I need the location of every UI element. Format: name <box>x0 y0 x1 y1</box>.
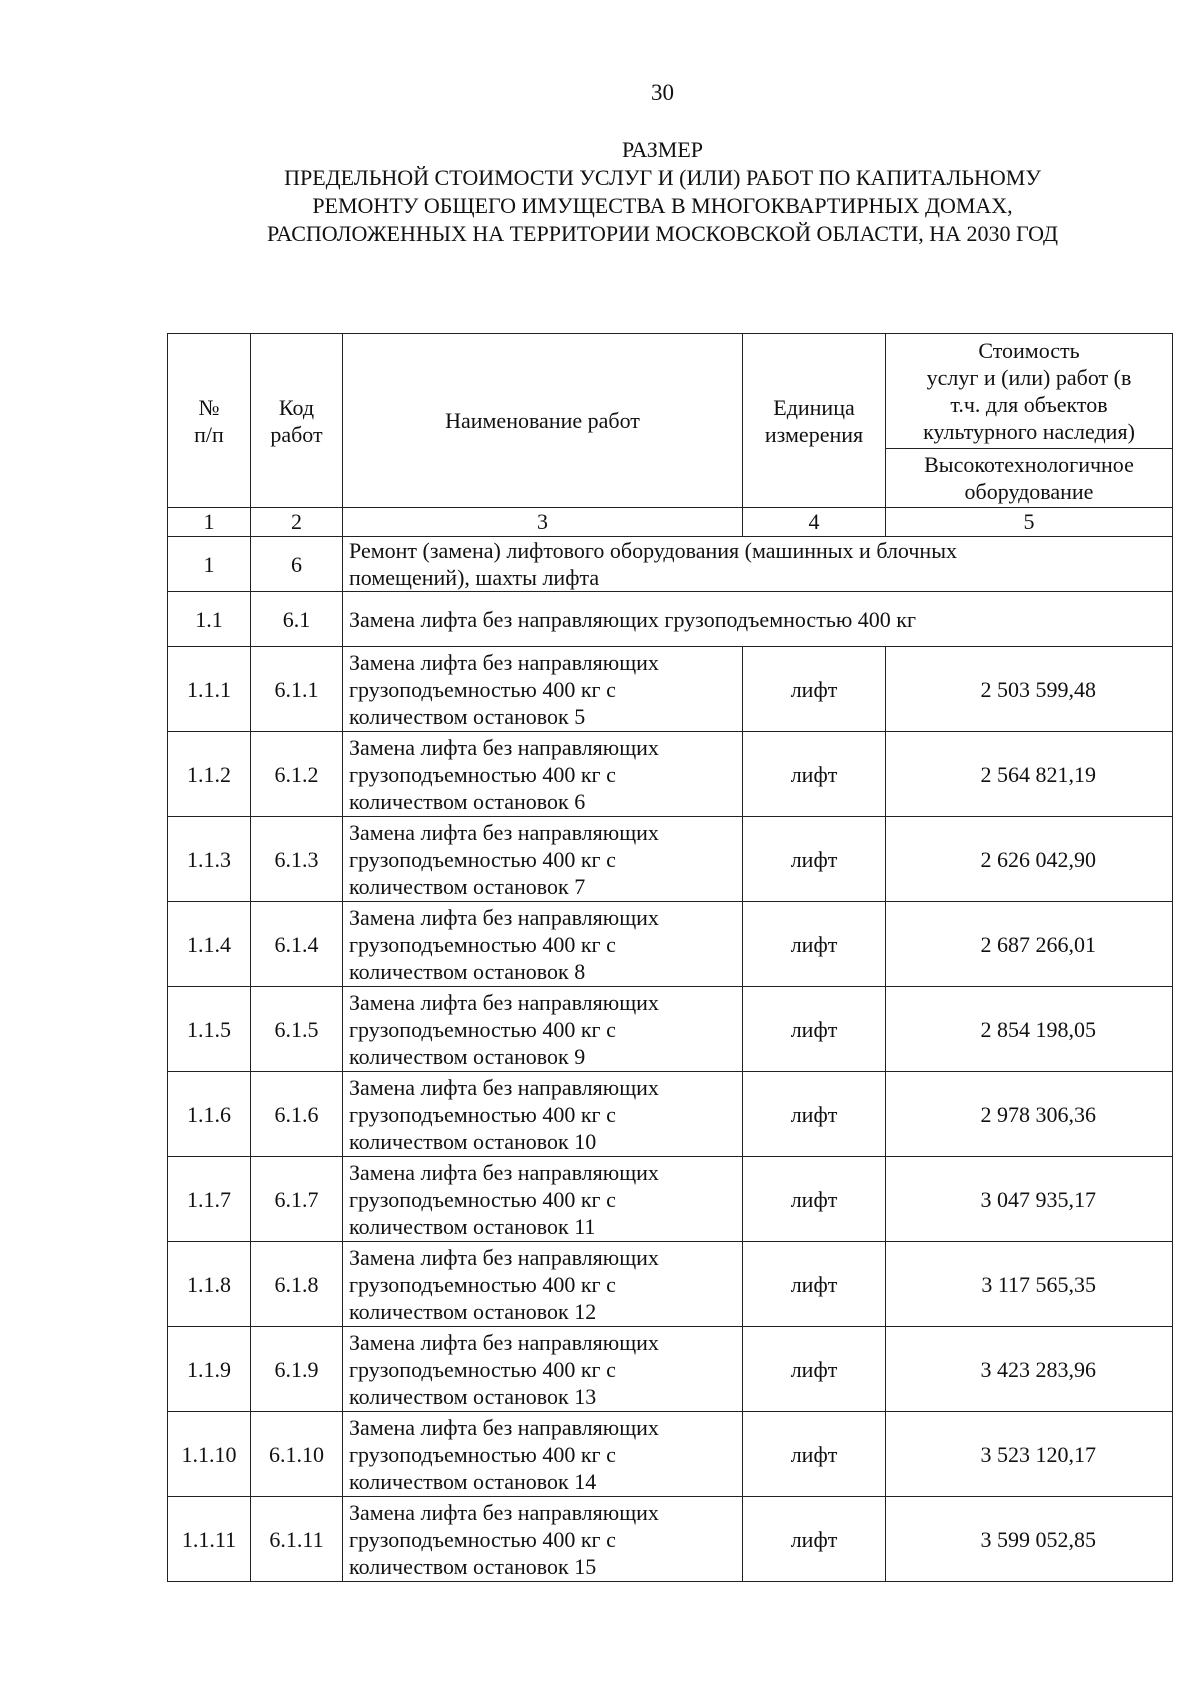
column-number: 3 <box>343 508 743 537</box>
column-number: 1 <box>168 508 251 537</box>
row-name-line: количеством остановок 9 <box>349 1043 586 1069</box>
row-code: 6.1.3 <box>251 817 343 902</box>
title-line: ПРЕДЕЛЬНОЙ СТОИМОСТИ УСЛУГ И (ИЛИ) РАБОТ ПО КАПИТАЛЬНОМУ <box>284 165 1041 190</box>
row-code: 6.1.5 <box>251 987 343 1072</box>
table-row <box>168 1412 1173 1497</box>
table-row <box>168 1327 1173 1412</box>
row-num: 1.1.8 <box>168 1242 251 1327</box>
header-num <box>168 334 251 508</box>
row-cost: 2 854 198,05 <box>886 987 1173 1072</box>
row-name-line: грузоподъемностью 400 кг с <box>349 1441 616 1467</box>
row-cost: 3 423 283,96 <box>886 1327 1173 1412</box>
header-cost-sub <box>886 449 1173 508</box>
table-header-row <box>168 334 1173 449</box>
row-cost: 2 626 042,90 <box>886 817 1173 902</box>
row-name <box>343 1327 743 1412</box>
row-name-line: грузоподъемностью 400 кг с <box>349 1271 616 1297</box>
row-name-line: Замена лифта без направляющих <box>349 904 659 930</box>
row-name-line: грузоподъемностью 400 кг с <box>349 1526 616 1552</box>
row-name-line: грузоподъемностью 400 кг с <box>349 761 616 787</box>
column-number: 2 <box>251 508 343 537</box>
row-name-line: количеством остановок 8 <box>349 958 586 984</box>
row-num: 1.1.3 <box>168 817 251 902</box>
row-name-line: Замена лифта без направляющих <box>349 1074 659 1100</box>
row-cost: 2 978 306,36 <box>886 1072 1173 1157</box>
row-unit: лифт <box>743 1242 886 1327</box>
row-unit: лифт <box>743 1412 886 1497</box>
title-line: РЕМОНТУ ОБЩЕГО ИМУЩЕСТВА В МНОГОКВАРТИРНЫХ ДОМАХ, <box>312 193 1013 218</box>
row-code: 6.1.2 <box>251 732 343 817</box>
header-text: культурного наследия) <box>923 419 1135 444</box>
row-code: 6.1.11 <box>251 1497 343 1582</box>
row-name-line: грузоподъемностью 400 кг с <box>349 1101 616 1127</box>
row-num: 1.1.7 <box>168 1157 251 1242</box>
row-code: 6.1.7 <box>251 1157 343 1242</box>
row-name-line: Замена лифта без направляющих <box>349 819 659 845</box>
row-unit: лифт <box>743 817 886 902</box>
row-code: 6.1.1 <box>251 647 343 732</box>
row-name <box>343 647 743 732</box>
row-name-line: Замена лифта без направляющих <box>349 1499 659 1525</box>
row-unit: лифт <box>743 1327 886 1412</box>
row-code: 6.1.10 <box>251 1412 343 1497</box>
subgroup-row <box>168 592 1173 647</box>
header-code <box>251 334 343 508</box>
column-number-row <box>168 508 1173 537</box>
table-row <box>168 817 1173 902</box>
group-code: 6 <box>251 537 343 592</box>
row-num: 1.1.9 <box>168 1327 251 1412</box>
group-row <box>168 537 1173 592</box>
table-row <box>168 1242 1173 1327</box>
header-text: Стоимость <box>978 338 1080 363</box>
row-num: 1.1.2 <box>168 732 251 817</box>
header-text: п/п <box>194 421 224 447</box>
row-name <box>343 1242 743 1327</box>
row-code: 6.1.4 <box>251 902 343 987</box>
row-name-line: количеством остановок 5 <box>349 703 586 729</box>
row-name <box>343 987 743 1072</box>
table-row <box>168 1497 1173 1582</box>
header-cost <box>886 334 1173 449</box>
row-name-line: грузоподъемностью 400 кг с <box>349 931 616 957</box>
row-name-line: количеством остановок 12 <box>349 1298 597 1324</box>
table-row <box>168 647 1173 732</box>
row-name-line: количеством остановок 10 <box>349 1128 597 1154</box>
table-row <box>168 1072 1173 1157</box>
row-unit: лифт <box>743 902 886 987</box>
row-name <box>343 732 743 817</box>
document-title <box>0 136 1200 248</box>
header-text: работ <box>270 421 323 447</box>
row-cost: 2 564 821,19 <box>886 732 1173 817</box>
table-row <box>168 732 1173 817</box>
row-num: 1.1.6 <box>168 1072 251 1157</box>
header-text: оборудование <box>964 479 1094 504</box>
row-name-line: Замена лифта без направляющих <box>349 1329 659 1355</box>
row-num: 1.1.11 <box>168 1497 251 1582</box>
header-unit <box>743 334 886 508</box>
group-name-line: помещений), шахты лифта <box>349 565 600 590</box>
group-num: 1 <box>168 537 251 592</box>
row-name-line: Замена лифта без направляющих <box>349 649 659 675</box>
row-num: 1.1.5 <box>168 987 251 1072</box>
cost-table <box>167 333 1173 1582</box>
group-name-line: Ремонт (замена) лифтового оборудования (машинных и блочных <box>349 538 957 563</box>
row-name <box>343 817 743 902</box>
title-line: РАЗМЕР <box>621 137 704 162</box>
row-unit: лифт <box>743 987 886 1072</box>
table-row <box>168 987 1173 1072</box>
header-name <box>343 334 743 508</box>
row-name-line: грузоподъемностью 400 кг с <box>349 1356 616 1382</box>
row-name-line: Замена лифта без направляющих <box>349 1414 659 1440</box>
row-name-line: количеством остановок 7 <box>349 873 586 899</box>
row-unit: лифт <box>743 732 886 817</box>
row-cost: 3 117 565,35 <box>886 1242 1173 1327</box>
row-cost: 2 687 266,01 <box>886 902 1173 987</box>
column-number: 4 <box>743 508 886 537</box>
row-num: 1.1.4 <box>168 902 251 987</box>
row-cost: 3 047 935,17 <box>886 1157 1173 1242</box>
row-name <box>343 1412 743 1497</box>
row-name-line: Замена лифта без направляющих <box>349 1159 659 1185</box>
row-cost: 3 599 052,85 <box>886 1497 1173 1582</box>
row-name-line: грузоподъемностью 400 кг с <box>349 1016 616 1042</box>
row-name-line: Замена лифта без направляющих <box>349 734 659 760</box>
header-text: Единица <box>773 394 855 420</box>
row-cost: 2 503 599,48 <box>886 647 1173 732</box>
row-code: 6.1.6 <box>251 1072 343 1157</box>
row-name <box>343 1157 743 1242</box>
row-code: 6.1.8 <box>251 1242 343 1327</box>
row-name-line: грузоподъемностью 400 кг с <box>349 1186 616 1212</box>
row-name-line: количеством остановок 13 <box>349 1383 597 1409</box>
title-line: РАСПОЛОЖЕННЫХ НА ТЕРРИТОРИИ МОСКОВСКОЙ ОБЛАСТИ, НА 2030 ГОД <box>267 221 1058 246</box>
row-unit: лифт <box>743 647 886 732</box>
row-name-line: количеством остановок 14 <box>349 1468 597 1494</box>
group-name <box>343 537 1173 592</box>
row-name-line: количеством остановок 6 <box>349 788 586 814</box>
header-text: Высокотехнологичное <box>924 452 1134 477</box>
row-name <box>343 1072 743 1157</box>
header-text: Код <box>278 394 315 420</box>
subgroup-name: Замена лифта без направляющих грузоподъемностью 400 кг <box>343 592 1173 647</box>
row-name-line: Замена лифта без направляющих <box>349 989 659 1015</box>
page-number: 30 <box>651 80 674 105</box>
row-num: 1.1.10 <box>168 1412 251 1497</box>
row-num: 1.1.1 <box>168 647 251 732</box>
row-unit: лифт <box>743 1072 886 1157</box>
row-code: 6.1.9 <box>251 1327 343 1412</box>
row-name-line: количеством остановок 11 <box>349 1213 596 1239</box>
row-cost: 3 523 120,17 <box>886 1412 1173 1497</box>
row-unit: лифт <box>743 1157 886 1242</box>
row-name <box>343 902 743 987</box>
row-name-line: Замена лифта без направляющих <box>349 1244 659 1270</box>
row-name-line: количеством остановок 15 <box>349 1553 597 1579</box>
header-text: Наименование работ <box>445 408 640 433</box>
row-name <box>343 1497 743 1582</box>
row-name-line: грузоподъемностью 400 кг с <box>349 676 616 702</box>
subgroup-num: 1.1 <box>168 592 251 647</box>
row-name-line: грузоподъемностью 400 кг с <box>349 846 616 872</box>
header-text: измерения <box>764 421 864 447</box>
table-row <box>168 902 1173 987</box>
table-row <box>168 1157 1173 1242</box>
header-text: услуг и (или) работ (в <box>926 365 1132 390</box>
header-text: № <box>198 394 220 420</box>
row-unit: лифт <box>743 1497 886 1582</box>
header-text: т.ч. для объектов <box>950 392 1108 417</box>
column-number: 5 <box>886 508 1173 537</box>
subgroup-code: 6.1 <box>251 592 343 647</box>
